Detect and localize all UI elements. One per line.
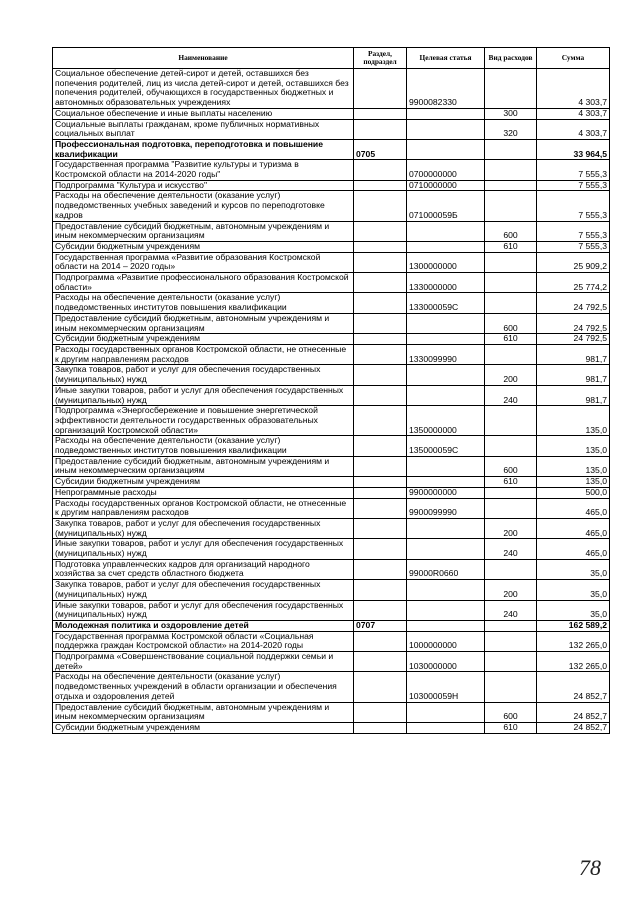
cell-article: 0710000000 bbox=[407, 180, 485, 191]
table-row bbox=[53, 344, 610, 364]
table-row bbox=[53, 723, 610, 734]
cell-article bbox=[407, 580, 485, 600]
table-row bbox=[53, 539, 610, 559]
header-sum: Сумма bbox=[537, 48, 610, 69]
cell-name: Подготовка управленческих кадров для организаций народного хозяйства за счет средств областного бюджета bbox=[53, 559, 354, 579]
cell-name: Закупка товаров, работ и услуг для обеспечения государственных (муниципальных) нужд bbox=[53, 580, 354, 600]
cell-name: Непрограммные расходы bbox=[53, 487, 354, 498]
table-row bbox=[53, 221, 610, 241]
cell-name: Предоставление субсидий бюджетным, автономным учреждениям и иным некоммерческим организациям bbox=[53, 702, 354, 722]
cell-sum: 35,0 bbox=[537, 580, 610, 600]
cell-name: Субсидии бюджетным учреждениям bbox=[53, 477, 354, 488]
cell-article bbox=[407, 139, 485, 159]
cell-sum: 24 852,7 bbox=[537, 672, 610, 702]
cell-section bbox=[354, 672, 407, 702]
cell-sum: 132 265,0 bbox=[537, 652, 610, 672]
cell-article: 99000R0660 bbox=[407, 559, 485, 579]
cell-sum: 25 909,2 bbox=[537, 252, 610, 272]
table-row bbox=[53, 313, 610, 333]
cell-name: Социальное обеспечение детей-сирот и детей, оставшихся без попечения родителей, лиц из числа детей-сирот и детей, оставшихся без попечения родителей, обучающихся в государственных бюджетных и автономных образовательных учреждениях bbox=[53, 69, 354, 109]
table-row bbox=[53, 487, 610, 498]
cell-name: Расходы на обеспечение деятельности (оказание услуг) подведомственных учебных заведений и курсов по переподготовке кадров bbox=[53, 191, 354, 221]
cell-section bbox=[354, 191, 407, 221]
cell-article: 1000000000 bbox=[407, 631, 485, 651]
cell-article bbox=[407, 365, 485, 385]
cell-article: 1300000000 bbox=[407, 252, 485, 272]
cell-sum: 135,0 bbox=[537, 406, 610, 436]
cell-expense: 240 bbox=[485, 600, 537, 620]
table-row bbox=[53, 631, 610, 651]
cell-name: Социальные выплаты гражданам, кроме публичных нормативных социальных выплат bbox=[53, 119, 354, 139]
cell-name: Государственная программа "Развитие культуры и туризма в Костромской области на 2014-2020 годы" bbox=[53, 160, 354, 180]
cell-name: Подпрограмма «Развитие профессионального образования Костромской области» bbox=[53, 273, 354, 293]
cell-section bbox=[354, 518, 407, 538]
cell-article: 1330099990 bbox=[407, 344, 485, 364]
cell-name: Иные закупки товаров, работ и услуг для обеспечения государственных (муниципальных) нужд bbox=[53, 539, 354, 559]
cell-article: 071000059Б bbox=[407, 191, 485, 221]
cell-name: Подпрограмма «Энергосбережение и повышение энергетической эффективности деятельности государственных образовательных организаций Костромской области» bbox=[53, 406, 354, 436]
cell-section bbox=[354, 539, 407, 559]
cell-sum: 465,0 bbox=[537, 518, 610, 538]
cell-sum: 981,7 bbox=[537, 365, 610, 385]
cell-name: Субсидии бюджетным учреждениям bbox=[53, 241, 354, 252]
cell-name: Закупка товаров, работ и услуг для обеспечения государственных (муниципальных) нужд bbox=[53, 365, 354, 385]
cell-expense: 240 bbox=[485, 539, 537, 559]
cell-sum: 24 792,5 bbox=[537, 334, 610, 345]
cell-expense: 600 bbox=[485, 221, 537, 241]
budget-table bbox=[52, 47, 610, 734]
table-row bbox=[53, 293, 610, 313]
cell-section bbox=[354, 631, 407, 651]
cell-name: Государственная программа Костромской области «Социальная поддержка граждан Костромской области» на 2014-2020 годы bbox=[53, 631, 354, 651]
cell-section bbox=[354, 385, 407, 405]
table-row bbox=[53, 252, 610, 272]
cell-sum: 35,0 bbox=[537, 600, 610, 620]
cell-expense bbox=[485, 293, 537, 313]
cell-sum: 465,0 bbox=[537, 498, 610, 518]
cell-sum: 4 303,7 bbox=[537, 119, 610, 139]
cell-section bbox=[354, 487, 407, 498]
cell-article: 103000059Н bbox=[407, 672, 485, 702]
cell-expense bbox=[485, 487, 537, 498]
cell-name: Закупка товаров, работ и услуг для обеспечения государственных (муниципальных) нужд bbox=[53, 518, 354, 538]
cell-section bbox=[354, 180, 407, 191]
cell-section bbox=[354, 334, 407, 345]
table-row bbox=[53, 652, 610, 672]
cell-article bbox=[407, 518, 485, 538]
cell-name: Иные закупки товаров, работ и услуг для обеспечения государственных (муниципальных) нужд bbox=[53, 600, 354, 620]
cell-article bbox=[407, 539, 485, 559]
cell-expense bbox=[485, 672, 537, 702]
cell-section bbox=[354, 600, 407, 620]
header-name: Наименование bbox=[53, 48, 354, 69]
cell-expense bbox=[485, 69, 537, 109]
cell-expense bbox=[485, 273, 537, 293]
cell-expense bbox=[485, 620, 537, 631]
cell-section bbox=[354, 221, 407, 241]
cell-sum: 162 589,2 bbox=[537, 620, 610, 631]
cell-sum: 7 555,3 bbox=[537, 191, 610, 221]
cell-article bbox=[407, 334, 485, 345]
cell-section bbox=[354, 313, 407, 333]
cell-article: 9900099990 bbox=[407, 498, 485, 518]
cell-name: Расходы на обеспечение деятельности (оказание услуг) подведомственных институтов повышения квалификации bbox=[53, 293, 354, 313]
cell-expense bbox=[485, 498, 537, 518]
cell-sum: 7 555,3 bbox=[537, 221, 610, 241]
table-row bbox=[53, 498, 610, 518]
cell-article bbox=[407, 221, 485, 241]
cell-sum: 24 852,7 bbox=[537, 702, 610, 722]
table-row bbox=[53, 672, 610, 702]
table-row bbox=[53, 559, 610, 579]
cell-name: Иные закупки товаров, работ и услуг для обеспечения государственных (муниципальных) нужд bbox=[53, 385, 354, 405]
page-number: 78 bbox=[579, 855, 601, 880]
table-header bbox=[53, 48, 610, 69]
cell-expense bbox=[485, 406, 537, 436]
cell-expense: 610 bbox=[485, 241, 537, 252]
cell-section bbox=[354, 365, 407, 385]
cell-sum: 7 555,3 bbox=[537, 180, 610, 191]
cell-article: 0700000000 bbox=[407, 160, 485, 180]
table-row bbox=[53, 518, 610, 538]
cell-article: 9900082330 bbox=[407, 69, 485, 109]
table-row bbox=[53, 191, 610, 221]
cell-expense: 200 bbox=[485, 518, 537, 538]
cell-sum: 7 555,3 bbox=[537, 241, 610, 252]
cell-sum: 500,0 bbox=[537, 487, 610, 498]
cell-sum: 465,0 bbox=[537, 539, 610, 559]
cell-expense: 610 bbox=[485, 334, 537, 345]
table-row bbox=[53, 69, 610, 109]
cell-section bbox=[354, 456, 407, 476]
cell-name: Расходы государственных органов Костромской области, не отнесенные к другим направлениям расходов bbox=[53, 498, 354, 518]
cell-expense bbox=[485, 631, 537, 651]
cell-section bbox=[354, 406, 407, 436]
cell-name: Профессиональная подготовка, переподготовка и повышение квалификации bbox=[53, 139, 354, 159]
cell-name: Молодежная политика и оздоровление детей bbox=[53, 620, 354, 631]
table-row bbox=[53, 702, 610, 722]
cell-section bbox=[354, 241, 407, 252]
cell-expense: 240 bbox=[485, 385, 537, 405]
cell-article bbox=[407, 119, 485, 139]
cell-sum: 132 265,0 bbox=[537, 631, 610, 651]
cell-section bbox=[354, 119, 407, 139]
cell-section bbox=[354, 293, 407, 313]
cell-article: 9900000000 bbox=[407, 487, 485, 498]
cell-section: 0705 bbox=[354, 139, 407, 159]
cell-section bbox=[354, 273, 407, 293]
table-row bbox=[53, 119, 610, 139]
cell-section bbox=[354, 344, 407, 364]
cell-expense bbox=[485, 191, 537, 221]
cell-sum: 135,0 bbox=[537, 456, 610, 476]
cell-sum: 4 303,7 bbox=[537, 108, 610, 119]
cell-article: 1330000000 bbox=[407, 273, 485, 293]
table-row bbox=[53, 241, 610, 252]
table-row bbox=[53, 477, 610, 488]
cell-section bbox=[354, 160, 407, 180]
cell-sum: 24 792,5 bbox=[537, 293, 610, 313]
cell-expense: 600 bbox=[485, 313, 537, 333]
cell-expense: 600 bbox=[485, 702, 537, 722]
cell-sum: 4 303,7 bbox=[537, 69, 610, 109]
cell-sum: 135,0 bbox=[537, 436, 610, 456]
cell-name: Расходы государственных органов Костромской области, не отнесенные к другим направлениям расходов bbox=[53, 344, 354, 364]
cell-article bbox=[407, 477, 485, 488]
table-row bbox=[53, 436, 610, 456]
cell-article: 133000059С bbox=[407, 293, 485, 313]
cell-sum: 24 852,7 bbox=[537, 723, 610, 734]
cell-section bbox=[354, 436, 407, 456]
cell-expense bbox=[485, 139, 537, 159]
cell-expense: 610 bbox=[485, 723, 537, 734]
cell-section bbox=[354, 559, 407, 579]
cell-article bbox=[407, 600, 485, 620]
cell-expense bbox=[485, 344, 537, 364]
cell-name: Расходы на обеспечение деятельности (оказание услуг) подведомственных учреждений в области организации и обеспечения отдыха и оздоровления детей bbox=[53, 672, 354, 702]
cell-section bbox=[354, 477, 407, 488]
table-row bbox=[53, 160, 610, 180]
cell-section bbox=[354, 723, 407, 734]
cell-section bbox=[354, 580, 407, 600]
table-row bbox=[53, 139, 610, 159]
cell-article bbox=[407, 723, 485, 734]
cell-article bbox=[407, 385, 485, 405]
cell-name: Субсидии бюджетным учреждениям bbox=[53, 334, 354, 345]
cell-sum: 7 555,3 bbox=[537, 160, 610, 180]
header-article: Целевая статья bbox=[407, 48, 485, 69]
table-row bbox=[53, 180, 610, 191]
table-row bbox=[53, 385, 610, 405]
cell-section bbox=[354, 108, 407, 119]
cell-article bbox=[407, 313, 485, 333]
table-row bbox=[53, 406, 610, 436]
cell-article bbox=[407, 620, 485, 631]
cell-expense bbox=[485, 559, 537, 579]
cell-expense bbox=[485, 252, 537, 272]
cell-sum: 981,7 bbox=[537, 385, 610, 405]
cell-name: Подпрограмма «Совершенствование социальной поддержки семьи и детей» bbox=[53, 652, 354, 672]
cell-sum: 33 964,5 bbox=[537, 139, 610, 159]
cell-expense bbox=[485, 652, 537, 672]
cell-name: Предоставление субсидий бюджетным, автономным учреждениям и иным некоммерческим организациям bbox=[53, 456, 354, 476]
cell-name: Подпрограмма "Культура и искусство" bbox=[53, 180, 354, 191]
cell-expense: 200 bbox=[485, 365, 537, 385]
cell-name: Предоставление субсидий бюджетным, автономным учреждениям и иным некоммерческим организациям bbox=[53, 313, 354, 333]
header-section: Раздел, подраздел bbox=[354, 48, 407, 69]
cell-name: Предоставление субсидий бюджетным, автономным учреждениям и иным некоммерческим организациям bbox=[53, 221, 354, 241]
cell-sum: 981,7 bbox=[537, 344, 610, 364]
cell-article: 1350000000 bbox=[407, 406, 485, 436]
cell-section bbox=[354, 498, 407, 518]
table-row bbox=[53, 273, 610, 293]
header-expense: Вид расходов bbox=[485, 48, 537, 69]
cell-article bbox=[407, 456, 485, 476]
table-row bbox=[53, 334, 610, 345]
table-row bbox=[53, 600, 610, 620]
cell-article bbox=[407, 108, 485, 119]
cell-expense: 610 bbox=[485, 477, 537, 488]
cell-name: Расходы на обеспечение деятельности (оказание услуг) подведомственных институтов повышения квалификации bbox=[53, 436, 354, 456]
cell-name: Субсидии бюджетным учреждениям bbox=[53, 723, 354, 734]
table-row bbox=[53, 365, 610, 385]
cell-section bbox=[354, 252, 407, 272]
cell-section bbox=[354, 652, 407, 672]
cell-name: Государственная программа «Развитие образования Костромской области на 2014 – 2020 годы» bbox=[53, 252, 354, 272]
cell-name: Социальное обеспечение и иные выплаты населению bbox=[53, 108, 354, 119]
cell-section bbox=[354, 702, 407, 722]
cell-expense: 320 bbox=[485, 119, 537, 139]
cell-sum: 24 792,5 bbox=[537, 313, 610, 333]
cell-article: 135000059С bbox=[407, 436, 485, 456]
cell-expense: 200 bbox=[485, 580, 537, 600]
table-row bbox=[53, 108, 610, 119]
cell-sum: 35,0 bbox=[537, 559, 610, 579]
cell-sum: 25 774,2 bbox=[537, 273, 610, 293]
cell-expense: 600 bbox=[485, 456, 537, 476]
cell-section bbox=[354, 69, 407, 109]
table-row bbox=[53, 456, 610, 476]
cell-section: 0707 bbox=[354, 620, 407, 631]
cell-sum: 135,0 bbox=[537, 477, 610, 488]
table-row bbox=[53, 580, 610, 600]
cell-expense bbox=[485, 160, 537, 180]
cell-article bbox=[407, 241, 485, 252]
table-row bbox=[53, 620, 610, 631]
cell-article bbox=[407, 702, 485, 722]
table-body bbox=[53, 69, 610, 734]
cell-article: 1030000000 bbox=[407, 652, 485, 672]
cell-expense: 300 bbox=[485, 108, 537, 119]
cell-expense bbox=[485, 436, 537, 456]
cell-expense bbox=[485, 180, 537, 191]
